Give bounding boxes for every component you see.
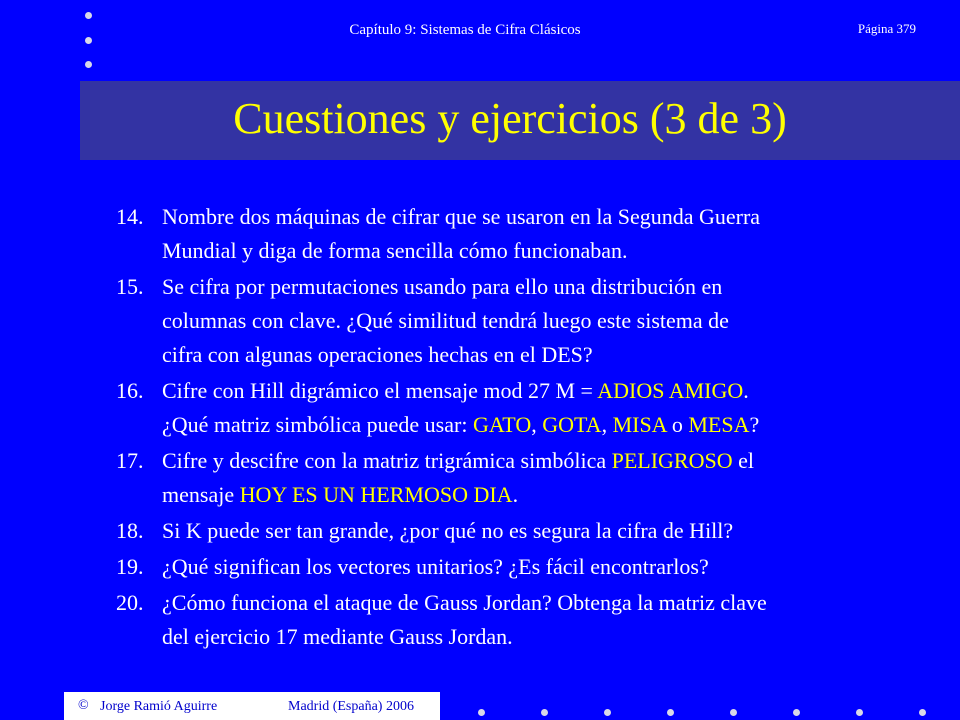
exercise-line [162,620,916,654]
text-segment: Cifre con Hill digrámico el mensaje mod 27 M = [162,378,598,403]
highlighted-term: HOY ES UN HERMOSO DIA [239,482,513,507]
exercise-text [162,586,916,654]
decorative-dot [541,709,548,716]
exercise-line [162,586,916,620]
footer-place: Madrid (España) 2006 [288,699,414,714]
text-segment: ¿Qué matriz simbólica puede usar: [162,412,473,437]
highlighted-term: ADIOS AMIGO [597,378,744,403]
page-number: Página 379 [857,21,916,36]
exercise-item [116,444,916,512]
exercise-item [116,514,916,548]
text-segment: , [601,412,613,437]
exercise-line [162,200,916,234]
text-segment: Nombre dos máquinas de cifrar que se usaron en la Segunda Guerra [162,204,761,229]
text-segment: , [531,412,543,437]
text-segment: . [512,482,519,507]
title-bar [80,81,960,160]
exercise-line [162,374,916,408]
exercise-number: 17. [116,448,144,473]
exercise-text [162,550,916,584]
exercise-number: 19. [116,554,144,579]
exercise-text [162,200,916,268]
chapter-header: Capítulo 9: Sistemas de Cifra Clásicos [349,22,581,38]
exercise-line [162,234,916,268]
exercise-item [116,374,916,442]
exercise-item [116,270,916,372]
exercise-line [162,478,916,512]
exercise-number: 20. [116,590,144,615]
text-segment: Se cifra por permutaciones usando para ello una distribución en [162,274,723,299]
exercise-text [162,444,916,512]
decorative-dot [856,709,863,716]
exercise-line [162,408,916,442]
footer-bar [64,692,440,720]
highlighted-term: MISA [612,412,667,437]
exercise-list [116,200,916,656]
text-segment: ¿Qué significan los vectores unitarios? ¿Es fácil encontrarlos? [162,554,709,579]
exercise-line [162,304,916,338]
highlighted-term: GOTA [542,412,602,437]
text-segment: ? [749,412,760,437]
exercise-text [162,374,916,442]
slide-title: Cuestiones y ejercicios (3 de 3) [233,94,787,143]
text-segment: del ejercicio 17 mediante Gauss Jordan. [162,624,513,649]
text-segment: ¿Cómo funciona el ataque de Gauss Jordan? Obtenga la matriz clave [162,590,767,615]
decorative-dot [85,61,92,68]
exercise-text [162,270,916,372]
decorative-dot [85,12,92,19]
text-segment: el [732,448,754,473]
decorative-dot [478,709,485,716]
decorative-dot [604,709,611,716]
decorative-dot [793,709,800,716]
exercise-number: 14. [116,204,144,229]
decorative-dot [730,709,737,716]
text-segment: mensaje [162,482,240,507]
exercise-item [116,550,916,584]
exercise-number: 15. [116,274,144,299]
text-segment: Cifre y descifre con la matriz trigrámica simbólica [162,448,612,473]
highlighted-term: GATO [472,412,532,437]
text-segment: . [743,378,749,403]
highlighted-term: PELIGROSO [611,448,733,473]
exercise-text [162,514,916,548]
exercise-item [116,586,916,654]
text-segment: Mundial y diga de forma sencilla cómo funcionaban. [162,238,628,263]
highlighted-term: MESA [688,412,750,437]
text-segment: o [666,412,689,437]
decorative-dot [919,709,926,716]
exercise-number: 16. [116,378,144,403]
text-segment: Si K puede ser tan grande, ¿por qué no es segura la cifra de Hill? [162,518,734,543]
exercise-number: 18. [116,518,144,543]
text-segment: cifra con algunas operaciones hechas en el DES? [162,342,593,367]
exercise-line [162,514,916,548]
exercise-line [162,338,916,372]
exercise-line [162,444,916,478]
text-segment: columnas con clave. ¿Qué similitud tendrá luego este sistema de [162,308,729,333]
exercise-line [162,270,916,304]
exercise-item [116,200,916,268]
decorative-dot [667,709,674,716]
copyright-symbol: © [78,698,89,713]
footer-author: Jorge Ramió Aguirre [100,699,218,714]
exercise-line [162,550,916,584]
